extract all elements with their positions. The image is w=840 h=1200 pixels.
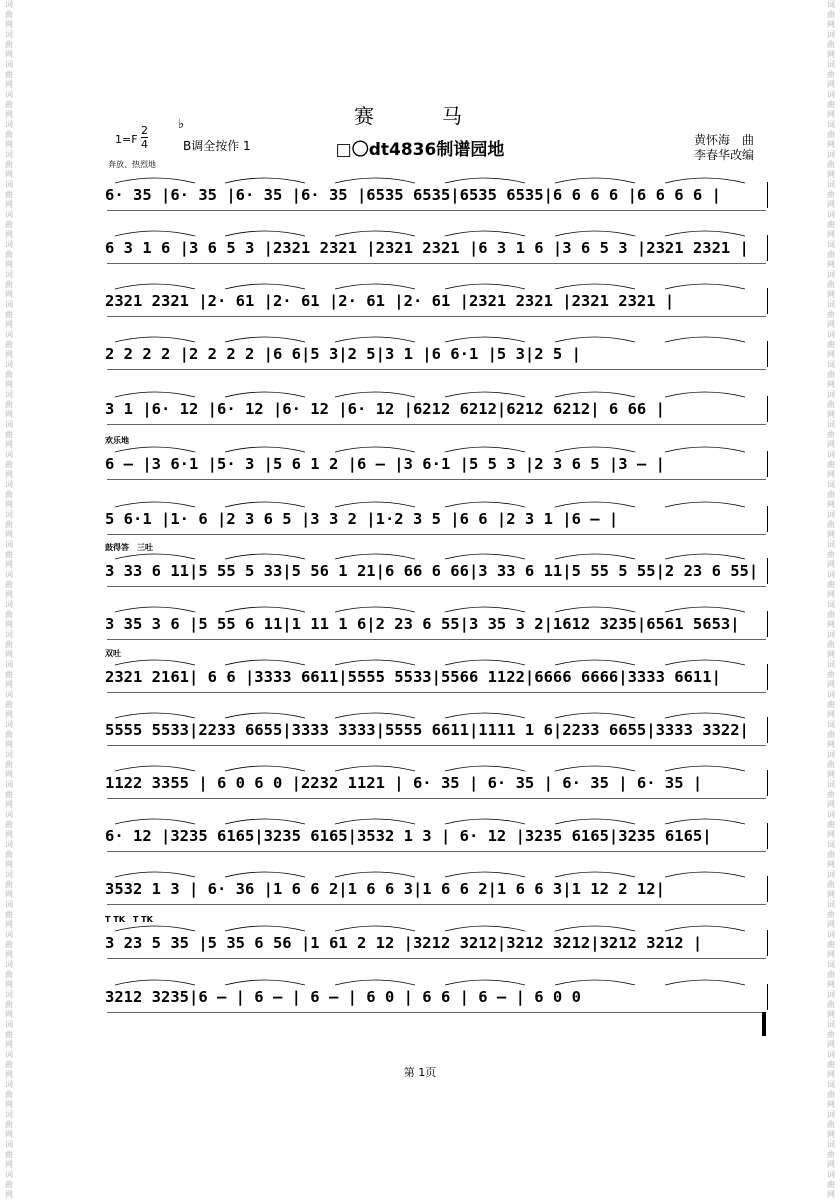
slur <box>225 392 305 397</box>
page-number: 第 1页 <box>403 1066 437 1079</box>
row-end-barline <box>767 611 768 637</box>
row-end-barline <box>767 288 768 314</box>
slur <box>445 178 525 183</box>
slur <box>335 554 415 559</box>
notation-line: 1122 3355 | 6 0 6 0 |2232 1121 | 6· 35 | 6· 35 | 6· 35 | 6· 35 | <box>105 774 703 792</box>
beam-underline <box>107 851 766 852</box>
arranger: 李春华改编 <box>694 148 755 162</box>
slur-marks <box>105 548 768 560</box>
slur <box>335 819 415 824</box>
slur <box>115 337 195 342</box>
slur <box>115 713 195 718</box>
time-denominator: 4 <box>141 138 148 151</box>
score-row <box>105 436 768 477</box>
slur-marks <box>105 496 768 508</box>
slur <box>335 447 415 452</box>
row-end-barline <box>767 235 768 261</box>
slur <box>335 872 415 877</box>
row-end-barline <box>767 876 768 902</box>
slur <box>665 980 745 985</box>
score-row <box>105 984 768 1010</box>
score-row <box>105 649 768 690</box>
beam-underline <box>107 904 766 905</box>
slur <box>115 872 195 877</box>
score-row <box>105 823 768 849</box>
notation-line: 3 23 5 35 |5 35 6 56 |1 61 2 12 |3212 3212|3212 3212|3212 3212 | <box>105 934 703 952</box>
row-end-barline <box>767 770 768 796</box>
row-end-barline <box>767 341 768 367</box>
row-annotation: 鼓得答 三吐 <box>105 543 153 552</box>
slur <box>225 660 305 665</box>
slur <box>555 447 635 452</box>
notation-line: 5 6·1 |1· 6 |2 3 6 5 |3 3 2 |1·2 3 5 |6 6 |2 3 1 |6 – | <box>105 510 619 528</box>
slur <box>445 660 525 665</box>
slur-marks <box>105 813 768 825</box>
notation-line: 6 – |3 6·1 |5· 3 |5 6 1 2 |6 – |3 6·1 |5 5 3 |2 3 6 5 |3 – | <box>105 455 665 473</box>
slur <box>555 660 635 665</box>
slur <box>445 926 525 931</box>
slur <box>555 502 635 507</box>
score-row <box>105 288 768 314</box>
slur <box>335 607 415 612</box>
beam-underline <box>107 316 766 317</box>
row-end-barline <box>767 984 768 1010</box>
slur <box>115 554 195 559</box>
slur <box>445 284 525 289</box>
slur <box>335 337 415 342</box>
row-end-barline <box>767 930 768 956</box>
composer: 黄怀海 曲 <box>694 133 755 147</box>
slur <box>115 607 195 612</box>
score-row <box>105 341 768 367</box>
notation-line: 6· 35 |6· 35 |6· 35 |6· 35 |6535 6535|6535 6535|6 6 6 6 |6 6 6 6 | <box>105 186 721 204</box>
slur <box>225 607 305 612</box>
slur <box>115 980 195 985</box>
slur <box>665 554 745 559</box>
slur <box>665 607 745 612</box>
slur <box>225 872 305 877</box>
slur <box>225 926 305 931</box>
score-row <box>105 717 768 743</box>
slur <box>335 284 415 289</box>
slur <box>555 766 635 771</box>
slur <box>445 392 525 397</box>
slur-marks <box>105 707 768 719</box>
slur <box>115 392 195 397</box>
slur <box>225 766 305 771</box>
slur <box>665 713 745 718</box>
notation-line: 3 33 6 11|5 55 5 33|5 56 1 21|6 66 6 66|3 33 6 11|5 55 5 55|2 23 6 55| <box>105 562 759 580</box>
notation-line: 2321 2161| 6 6 |3333 6611|5555 5533|5566 1122|6666 6666|3333 6611| <box>105 668 721 686</box>
right-watermark: 词 曲 网 词 曲 网 词 曲 网 词 曲 网 词 曲 网 词 曲 网 词 曲 网 词 曲 网 词 曲 网 词 曲 网 词 曲 网 词 曲 网 词 曲 网 词 曲 网 词 曲 网 词 曲 网 词 曲 网 词 曲 网 词 曲 网 词 曲 网 词 曲 网 词 曲 网 词 曲 网 词 曲 网 词 曲 网 词 曲 网 词 曲 网 词 曲 网 词 曲 网 词 曲 网 词 曲 网 词 曲 网 词 曲 网 词 曲 网 词 曲 网 词 曲 网 词 曲 网 词 曲 网 词 曲 网 词 曲 网 <box>827 0 835 1199</box>
slur <box>445 337 525 342</box>
slur <box>555 178 635 183</box>
row-end-barline <box>767 451 768 477</box>
slur <box>225 337 305 342</box>
slur-marks <box>105 225 768 237</box>
slur <box>445 502 525 507</box>
slur <box>225 713 305 718</box>
slur <box>115 502 195 507</box>
notation-line: 6 3 1 6 |3 6 5 3 |2321 2321 |2321 2321 |6 3 1 6 |3 6 5 3 |2321 2321 | <box>105 239 749 257</box>
beam-underline <box>107 210 766 211</box>
beam-underline <box>107 479 766 480</box>
slur <box>555 337 635 342</box>
slur <box>335 502 415 507</box>
notation-line: 3212 3235|6 – | 6 – | 6 – | 6 0 | 6 6 | 6 – | 6 0 0 <box>105 988 581 1006</box>
slur <box>555 872 635 877</box>
beam-underline <box>107 958 766 959</box>
slur <box>445 872 525 877</box>
score-row <box>105 396 768 422</box>
beam-underline <box>107 369 766 370</box>
slur <box>665 819 745 824</box>
row-annotation: 欢乐地 <box>105 436 129 445</box>
slur <box>445 713 525 718</box>
slur <box>665 392 745 397</box>
slur-marks <box>105 172 768 184</box>
row-annotation: 双吐 <box>105 649 121 658</box>
slur <box>335 178 415 183</box>
notation-line: 2321 2321 |2· 61 |2· 61 |2· 61 |2· 61 |2321 2321 |2321 2321 | <box>105 292 675 310</box>
slur-marks <box>105 760 768 772</box>
slur <box>665 766 745 771</box>
time-signature <box>141 124 148 151</box>
slur <box>665 231 745 236</box>
slur-marks <box>105 278 768 290</box>
slur <box>555 607 635 612</box>
slur <box>335 713 415 718</box>
row-end-barline <box>767 664 768 690</box>
slur <box>555 231 635 236</box>
final-barline <box>762 1012 766 1036</box>
slur <box>225 502 305 507</box>
key-signature: 1=F <box>115 133 138 146</box>
slur <box>115 819 195 824</box>
score-row <box>105 915 768 956</box>
slur-marks <box>105 601 768 613</box>
beam-underline <box>107 424 766 425</box>
score-row <box>105 235 768 261</box>
slur <box>445 447 525 452</box>
flat-sign: ♭ <box>178 117 185 132</box>
slur-marks <box>105 654 768 666</box>
slur <box>225 284 305 289</box>
slur <box>665 284 745 289</box>
beam-underline <box>107 534 766 535</box>
slur <box>665 447 745 452</box>
notation-line: 3 1 |6· 12 |6· 12 |6· 12 |6· 12 |6212 6212|6212 6212| 6 66 | <box>105 400 665 418</box>
slur <box>555 980 635 985</box>
slur <box>225 819 305 824</box>
slur <box>665 337 745 342</box>
slur <box>225 231 305 236</box>
row-end-barline <box>767 558 768 584</box>
beam-underline <box>107 692 766 693</box>
score-row <box>105 543 768 584</box>
slur <box>115 926 195 931</box>
row-end-barline <box>767 182 768 208</box>
slur <box>335 392 415 397</box>
slur <box>445 819 525 824</box>
beam-underline <box>107 263 766 264</box>
slur <box>555 392 635 397</box>
row-annotation: T TK T TK <box>105 915 153 924</box>
fingering-note: B调全按作 1 <box>183 139 251 153</box>
slur <box>445 766 525 771</box>
beam-underline <box>107 586 766 587</box>
tempo-marking: 奔放、热烈地 <box>108 160 156 169</box>
slur <box>665 502 745 507</box>
slur <box>665 178 745 183</box>
slur <box>225 178 305 183</box>
slur <box>115 660 195 665</box>
beam-underline <box>107 639 766 640</box>
slur <box>335 660 415 665</box>
slur <box>445 980 525 985</box>
slur <box>445 607 525 612</box>
slur-marks <box>105 331 768 343</box>
slur <box>665 872 745 877</box>
notation-line: 3532 1 3 | 6· 36 |1 6 6 2|1 6 6 3|1 6 6 2|1 6 6 3|1 12 2 12| <box>105 880 665 898</box>
slur-marks <box>105 974 768 986</box>
slur <box>225 980 305 985</box>
slur <box>555 284 635 289</box>
slur <box>115 231 195 236</box>
beam-underline <box>107 798 766 799</box>
row-end-barline <box>767 717 768 743</box>
slur <box>555 713 635 718</box>
score-row <box>105 182 768 208</box>
slur <box>335 926 415 931</box>
score-row <box>105 506 768 532</box>
slur <box>555 819 635 824</box>
slur <box>115 284 195 289</box>
slur-marks <box>105 920 768 932</box>
left-watermark: 词 曲 网 词 曲 网 词 曲 网 词 曲 网 词 曲 网 词 曲 网 词 曲 网 词 曲 网 词 曲 网 词 曲 网 词 曲 网 词 曲 网 词 曲 网 词 曲 网 词 曲 网 词 曲 网 词 曲 网 词 曲 网 词 曲 网 词 曲 网 词 曲 网 词 曲 网 词 曲 网 词 曲 网 词 曲 网 词 曲 网 词 曲 网 词 曲 网 词 曲 网 词 曲 网 词 曲 网 词 曲 网 词 曲 网 词 曲 网 词 曲 网 词 曲 网 词 曲 网 词 曲 网 词 曲 网 词 曲 网 <box>5 0 13 1199</box>
beam-underline <box>107 1012 766 1013</box>
slur <box>665 660 745 665</box>
slur <box>445 231 525 236</box>
notation-line: 5555 5533|2233 6655|3333 3333|5555 6611|1111 1 6|2233 6655|3333 3322| <box>105 721 749 739</box>
score-row <box>105 770 768 796</box>
slur <box>115 447 195 452</box>
slur <box>665 926 745 931</box>
notation-line: 3 35 3 6 |5 55 6 11|1 11 1 6|2 23 6 55|3 35 3 2|1612 3235|6561 5653| <box>105 615 740 633</box>
slur <box>335 231 415 236</box>
slur-marks <box>105 866 768 878</box>
slur <box>225 447 305 452</box>
beam-underline <box>107 745 766 746</box>
notation-line: 6· 12 |3235 6165|3235 6165|3532 1 3 | 6· 12 |3235 6165|3235 6165| <box>105 827 712 845</box>
slur-marks <box>105 386 768 398</box>
score-row <box>105 611 768 637</box>
row-end-barline <box>767 506 768 532</box>
song-title: 赛 马 <box>354 104 486 128</box>
slur <box>555 554 635 559</box>
slur-marks <box>105 441 768 453</box>
score-row <box>105 876 768 902</box>
score-source: □〇dt4836制谱园地 <box>335 140 505 160</box>
slur <box>335 766 415 771</box>
slur <box>115 178 195 183</box>
notation-line: 2 2 2 2 |2 2 2 2 |6 6|5 3|2 5|3 1 |6 6·1 |5 3|2 5 | <box>105 345 581 363</box>
slur <box>335 980 415 985</box>
row-end-barline <box>767 396 768 422</box>
slur <box>445 554 525 559</box>
credits <box>694 133 754 163</box>
time-numerator: 2 <box>141 124 148 137</box>
slur <box>225 554 305 559</box>
slur <box>555 926 635 931</box>
slur <box>115 766 195 771</box>
row-end-barline <box>767 823 768 849</box>
